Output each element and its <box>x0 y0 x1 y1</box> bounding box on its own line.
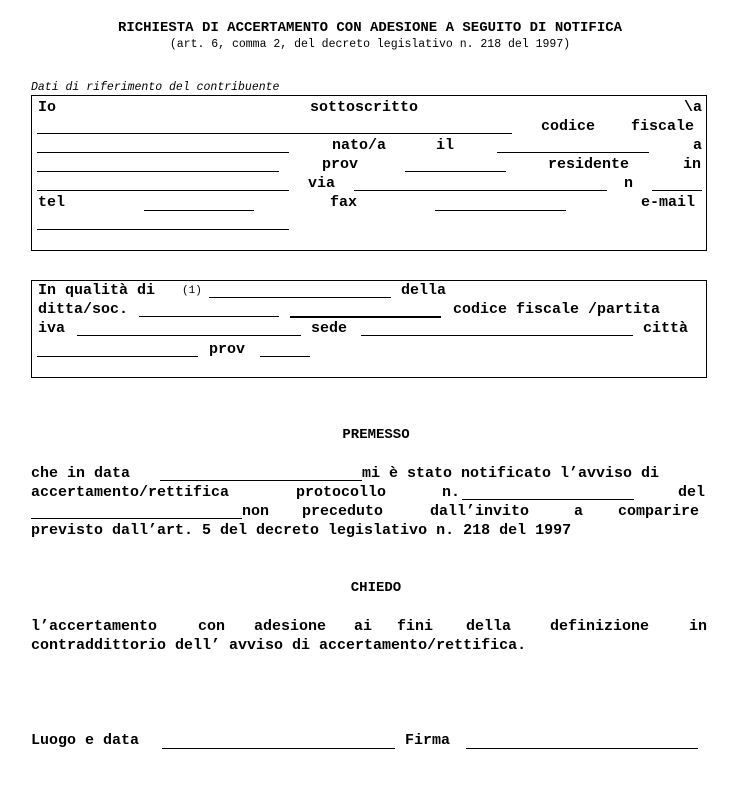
label-suffix-a: \a <box>684 99 703 116</box>
notification-date-field[interactable] <box>160 480 362 481</box>
label-tel: tel <box>38 194 66 211</box>
chiedo-heading: CHIEDO <box>350 580 402 596</box>
fax-field[interactable] <box>435 210 566 211</box>
premesso-l2-a: accertamento/rettifica <box>31 484 230 501</box>
label-a: a <box>693 137 703 154</box>
city-field[interactable] <box>37 356 198 357</box>
chiedo-l1-w4: ai <box>354 618 373 635</box>
premesso-l2-c: n. <box>442 484 461 501</box>
premesso-l3-c: dall’invito <box>430 503 530 520</box>
chiedo-l1-w6: della <box>466 618 512 635</box>
premesso-l3-a: non <box>242 503 270 520</box>
premesso-l1-b: mi è stato notificato l’avviso di <box>362 465 660 482</box>
label-via: via <box>308 175 336 192</box>
company-name-field-2[interactable] <box>290 316 441 318</box>
place-date-field[interactable] <box>162 748 395 749</box>
label-prov: prov <box>322 156 359 173</box>
tel-field[interactable] <box>144 210 254 211</box>
chiedo-l1-w2: con <box>198 618 226 635</box>
note-ref: (1) <box>182 285 202 297</box>
name-field[interactable] <box>37 133 512 134</box>
birth-place-field[interactable] <box>37 171 279 172</box>
company-prov-field[interactable] <box>260 356 310 357</box>
premesso-heading: PREMESSO <box>342 427 410 443</box>
premesso-l2-b: protocollo <box>296 484 387 501</box>
label-sede: sede <box>311 320 348 337</box>
label-in: in <box>683 156 702 173</box>
chiedo-l1-w3: adesione <box>254 618 327 635</box>
label-email: e-mail <box>641 194 696 211</box>
headquarters-field[interactable] <box>361 335 633 336</box>
chiedo-l1-w8: in <box>689 618 708 635</box>
label-il: il <box>436 137 455 154</box>
label-company-prov: prov <box>209 341 246 358</box>
label-iva: iva <box>38 320 66 337</box>
label-ditta: ditta/soc. <box>38 301 129 318</box>
birth-date-field[interactable] <box>497 152 649 153</box>
street-field[interactable] <box>354 190 607 191</box>
premesso-l4: previsto dall’art. 5 del decreto legislativo n. 218 del 1997 <box>31 522 572 539</box>
form-title: RICHIESTA DI ACCERTAMENTO CON ADESIONE A SEGUITO DI NOTIFICA <box>117 20 623 36</box>
residence-field[interactable] <box>37 190 289 191</box>
label-residente: residente <box>548 156 630 173</box>
label-codice: codice <box>541 118 596 135</box>
street-number-field[interactable] <box>652 190 702 191</box>
chiedo-l2: contraddittorio dell’ avviso di accertamento/rettifica. <box>31 637 527 654</box>
premesso-l1-a: che in data <box>31 465 131 482</box>
label-sottoscritto: sottoscritto <box>310 99 419 116</box>
contributor-caption: Dati di riferimento del contribuente <box>31 81 280 94</box>
label-nato: nato/a <box>332 137 387 154</box>
premesso-l3-e: comparire <box>618 503 700 520</box>
label-io: Io <box>38 99 57 116</box>
role-field[interactable] <box>209 297 391 298</box>
label-fax: fax <box>330 194 358 211</box>
label-fiscale: fiscale <box>631 118 695 135</box>
birth-prov-field[interactable] <box>405 171 506 172</box>
label-della: della <box>401 282 447 299</box>
signature-field[interactable] <box>466 748 698 749</box>
email-field[interactable] <box>37 229 289 230</box>
form-subtitle: (art. 6, comma 2, del decreto legislativo n. 218 del 1997) <box>169 38 571 51</box>
chiedo-l1-w7: definizione <box>550 618 650 635</box>
premesso-l3-b: preceduto <box>302 503 384 520</box>
chiedo-l1-w5: fini <box>397 618 434 635</box>
company-name-field[interactable] <box>139 316 279 317</box>
protocol-number-field[interactable] <box>462 499 634 500</box>
tax-code-field[interactable] <box>37 152 289 153</box>
label-firma: Firma <box>405 732 451 749</box>
premesso-l2-d: del <box>678 484 706 501</box>
label-in-qualita: In qualità di <box>38 282 156 299</box>
label-codice-fiscale-partita: codice fiscale /partita <box>453 301 661 318</box>
premesso-l3-d: a <box>574 503 584 520</box>
chiedo-l1-w1: l’accertamento <box>31 618 158 635</box>
protocol-date-field[interactable] <box>31 518 242 519</box>
label-n: n <box>624 175 634 192</box>
label-citta: città <box>643 320 689 337</box>
vat-field[interactable] <box>77 335 301 336</box>
label-luogo-data: Luogo e data <box>31 732 140 749</box>
